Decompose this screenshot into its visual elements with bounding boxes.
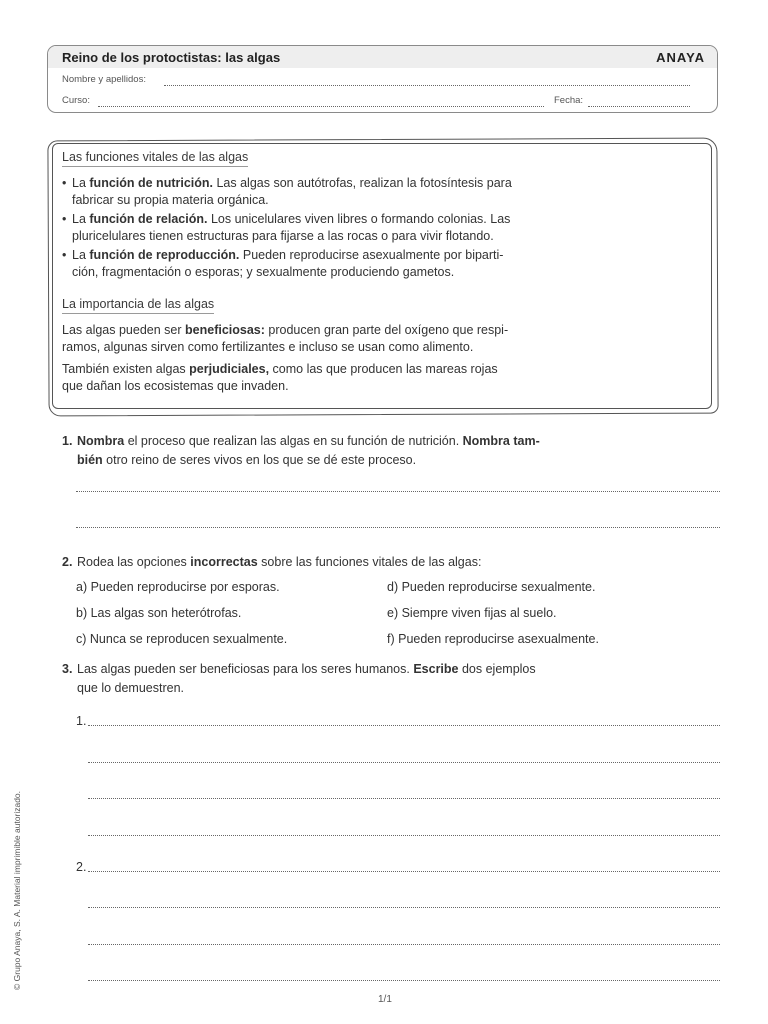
worksheet-header — [47, 45, 718, 113]
section-title-importance: La importancia de las algas — [62, 297, 214, 314]
answer-line[interactable] — [88, 980, 720, 981]
answer-line[interactable] — [88, 944, 720, 945]
bullet-relation: • La función de relación. Los unicelulares viven libres o formando colonias. Las pluricelulares tienen estructuras para fijarse a las rocas o para vivir flotando. — [62, 212, 511, 243]
answer-number-2: 2. — [76, 860, 87, 874]
answer-line[interactable] — [76, 491, 720, 492]
course-label: Curso: — [62, 95, 90, 106]
answer-line[interactable] — [88, 762, 720, 763]
bullet-reproduction: • La función de reproducción. Pueden reproducirse asexualmente por biparti- ción, fragmentación o esporas; y sexualmente produciendo gametos. — [62, 248, 504, 279]
section-title-functions: Las funciones vitales de las algas — [62, 150, 248, 167]
worksheet-title: Reino de los protoctistas: las algas — [62, 50, 281, 65]
brand-logo: ANAYA — [656, 50, 705, 65]
option-a[interactable]: a) Pueden reproducirse por esporas. — [76, 580, 280, 594]
option-e[interactable]: e) Siempre viven fijas al suelo. — [387, 606, 557, 620]
answer-line[interactable] — [88, 725, 720, 726]
question-1: 1. Nombra el proceso que realizan las algas en su función de nutrición. Nombra tam- bién otro reino de seres vivos en los que se dé este proceso. — [62, 434, 540, 467]
answer-line[interactable] — [88, 907, 720, 908]
option-c[interactable]: c) Nunca se reproducen sexualmente. — [76, 632, 288, 646]
date-label: Fecha: — [554, 95, 584, 106]
question-3: 3. Las algas pueden ser beneficiosas para los seres humanos. Escribe dos ejemplos que lo demuestren. — [62, 662, 536, 695]
answer-line[interactable] — [76, 527, 720, 528]
answer-number-1: 1. — [76, 714, 87, 728]
paragraph-harmful: También existen algas perjudiciales, como las que producen las mareas rojas que dañan los ecosistemas que invaden. — [62, 362, 498, 393]
answer-line[interactable] — [88, 871, 720, 872]
page-number: 1/1 — [378, 994, 392, 1005]
bullet-nutrition: • La función de nutrición. Las algas son autótrofas, realizan la fotosíntesis para fabricar su propia materia orgánica. — [62, 176, 512, 207]
option-b[interactable]: b) Las algas son heterótrofas. — [76, 606, 242, 620]
name-field[interactable] — [164, 85, 690, 86]
answer-line[interactable] — [88, 835, 720, 836]
question-2: 2. Rodea las opciones incorrectas sobre las funciones vitales de las algas: — [62, 555, 482, 569]
name-label: Nombre y apellidos: — [62, 74, 146, 85]
option-d[interactable]: d) Pueden reproducirse sexualmente. — [387, 580, 596, 594]
option-f[interactable]: f) Pueden reproducirse asexualmente. — [387, 632, 599, 646]
course-field[interactable] — [98, 106, 544, 107]
answer-line[interactable] — [88, 798, 720, 799]
paragraph-beneficial: Las algas pueden ser beneficiosas: producen gran parte del oxígeno que respi- ramos, algunas sirven como fertilizantes e incluso se usan como alimento. — [62, 323, 509, 354]
date-field[interactable] — [588, 106, 690, 107]
copyright-note: © Grupo Anaya, S. A. Material imprimible autorizado. — [12, 790, 22, 990]
